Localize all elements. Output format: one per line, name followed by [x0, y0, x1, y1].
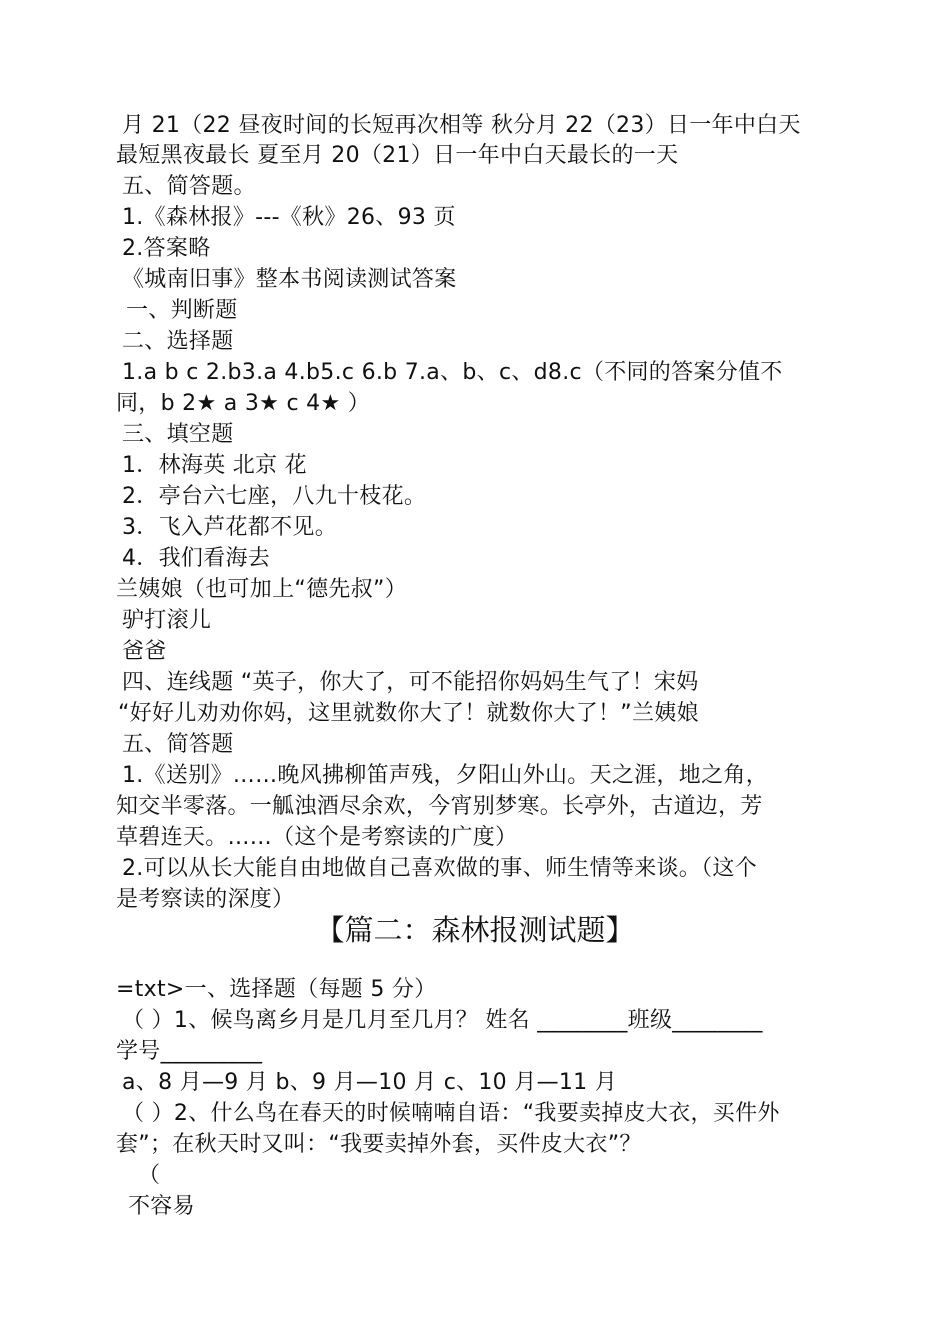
text-line: 四、连线题 “英子，你大了，可不能招你妈妈生气了！宋妈: [122, 670, 699, 695]
section-title: 【篇二：森林报测试题】: [315, 913, 635, 947]
text-line: （ ）1、候鸟离乡月是几月至几月？ 姓名 ________班级________: [122, 1008, 763, 1033]
text-line: 五、简答题: [122, 732, 234, 757]
text-line: 驴打滚儿: [122, 608, 212, 633]
text-line: 不容易: [128, 1194, 195, 1219]
text-line: 2.答案略: [122, 236, 211, 261]
text-line: 学号_________: [116, 1039, 263, 1064]
text-line: =txt>一、选择题（每题 5 分）: [116, 977, 437, 1002]
text-line: （ ）2、什么鸟在春天的时候喃喃自语：“我要卖掉皮大衣，买件外: [122, 1101, 780, 1126]
text-line: 三、填空题: [122, 422, 234, 447]
text-line: “好好儿劝劝你妈，这里就数你大了！就数你大了！”兰姨娘: [118, 701, 699, 726]
text-line: 2．亭台六七座，八九十枝花。: [122, 484, 427, 509]
text-line: 爸爸: [122, 639, 167, 664]
text-line: （: [138, 1163, 161, 1188]
text-line: 月 21（22 昼夜时间的长短再次相等 秋分月 22（23）日一年中白天: [122, 113, 801, 138]
text-line: a、8 月—9 月 b、9 月—10 月 c、10 月—11 月: [122, 1070, 618, 1095]
text-line: 兰姨娘（也可加上“德先叔”）: [116, 577, 407, 602]
text-line: 1.《森林报》---《秋》26、93 页: [122, 205, 456, 230]
text-line: 一、判断题: [126, 298, 238, 323]
text-line: 1.《送别》……晚风拂柳笛声残，夕阳山外山。天之涯，地之角，: [122, 763, 768, 788]
text-line: 五、简答题。: [122, 174, 256, 199]
text-line: 同，b 2★ a 3★ c 4★ ）: [116, 391, 371, 416]
text-line: 草碧连天。……（这个是考察读的广度）: [116, 825, 518, 850]
text-line: 知交半零落。一觚浊酒尽余欢，今宵别梦寒。长亭外，古道边，芳: [116, 794, 763, 819]
text-line: 《城南旧事》整本书阅读测试答案: [122, 267, 457, 292]
text-line: 4．我们看海去: [122, 546, 271, 571]
text-line: 1.a b c 2.b3.a 4.b5.c 6.b 7.a、b、c、d8.c（不同的答案分值不: [122, 360, 783, 385]
text-line: 2.可以从长大能自由地做自己喜欢做的事、师生情等来谈。（这个: [122, 856, 757, 881]
text-line: 3．飞入芦花都不见。: [122, 515, 337, 540]
text-line: 最短黑夜最长 夏至月 20（21）日一年中白天最长的一天: [116, 143, 679, 168]
text-line: 1．林海英 北京 花: [122, 453, 307, 478]
text-line: 二、选择题: [122, 329, 234, 354]
text-line: 是考察读的深度）: [116, 887, 295, 912]
text-line: 套”；在秋天时又叫：“我要卖掉外套，买件皮大衣”？: [116, 1132, 642, 1157]
